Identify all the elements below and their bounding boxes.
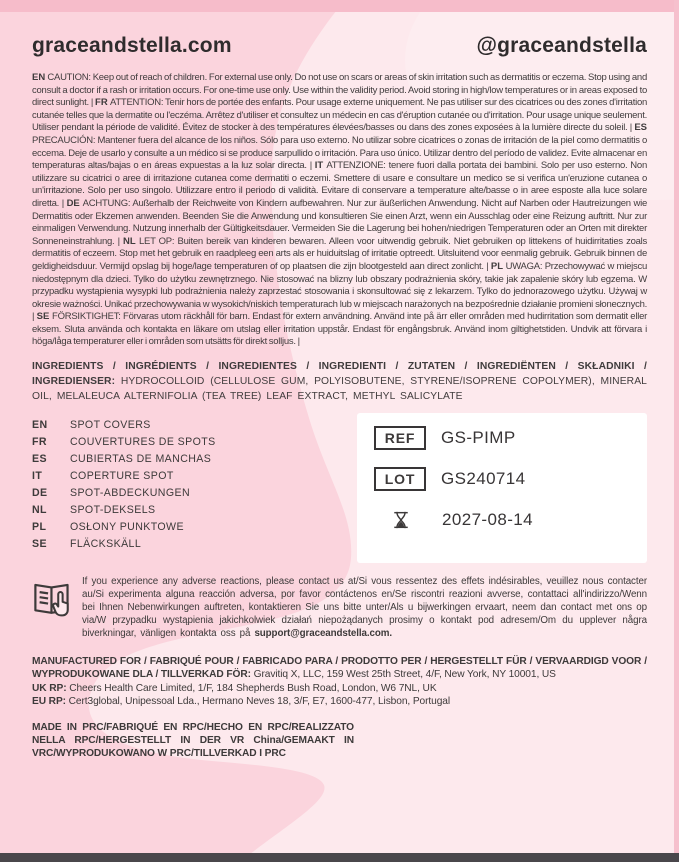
- eu-rp-value: Cert3global, Unipessoal Lda., Hermano Neves 18, 3/F, E7, 1600-477, Lisbon, Portugal: [65, 696, 450, 708]
- lot-row: [374, 467, 637, 491]
- eu-rp-line: [32, 695, 647, 708]
- support-email: support@graceandstella.com.: [254, 628, 392, 640]
- manufactured-company: Gravitiq X, LLC, 159 West 25th Street, 4/F, New York, NY 10001, US: [250, 669, 556, 681]
- language-code: PL: [32, 520, 47, 533]
- consult-instructions-icon: [32, 576, 82, 628]
- product-name-list: [32, 413, 357, 563]
- caution-text: EN CAUTION: Keep out of reach of children. For external use only. Do not use on scars or areas of skin irritation such as dermatitis or eczema. Stop using and consult a doctor if a rash or irritation occurs. For one-time use only. Use within the validity period. Avoid storing in high/low temperatures or in areas exposed to direct sunlight. | FR ATTENTION: Tenir hors de portée des enfants. Pour usage externe uniquement. Ne pas utiliser sur des cicatrices ou des zones d'irritation cutanée telles que la dermatite ou l'eczéma. Arrêtez d'utiliser et consultez un médecin en cas d'éruption cutanée ou d'irritation. Pour usage unique seulement. Utiliser pendant la période de validité. Évitez de stocker à des températures élevées/basses ou dans des zones exposées à la lumière directe du soleil. | ES PRECAUCIÓN: Mantener fuera del alcance de los niños. Sólo para uso externo. No utilizar sobre cicatrices o zonas de irritación de la piel como dermatitis o eccema. Deje de usarlo y consulte a un médico si se produce sarpullido o irritación. Para uso único. Utilizar dentro del período de validez. Evite almacenar en temperaturas altas/bajas o en áreas expuestas a la luz solar directa. | IT ATTENZIONE: tenere fuori dalla portata dei bambini. Solo per uso esterno. Non utilizzare su cicatrici o aree di irritazione cutanea come dermatiti o eczemi. Smettere di usare e consultare un medico se si verifica un'eruzione cutanea o un'irritazione. Solo per uso singolo. Utilizzare entro il periodo di validità. Evitare di conservare a temperature alte/basse o in aree esposte alla luce solare diretta. | DE ACHTUNG: Außerhalb der Reichweite von Kindern aufbewahren. Nur zur äußerlichen Anwendung. Nicht auf Narben oder Hautreizungen wie Dermatitis oder Ekzemen anwenden. Beenden Sie die Anwendung und konsultieren Sie einen Arzt, wenn ein Ausschlag oder eine Reizung auftritt. Nur zur einmaligen Verwendung. Nutzung innerhalb der Gültigkeitsdauer. Vermeiden Sie die Lagerung bei hohen/niedrigen Temperaturen oder an Orten mit direkter Sonneneinstrahlung. | NL LET OP: Buiten bereik van kinderen bewaren. Alleen voor uitwendig gebruik. Niet gebruiken op littekens of huidirritaties zoals dermatitis of eczeem. Stop met het gebruik en raadpleeg een arts als er huiduitslag of irritatie optreedt. Uitsluitend voor eenmalig gebruik. Gebruik binnen de geldigheidsduur. Vermijd opslag bij hoge/lage temperaturen of op plaatsen die zijn blootgesteld aan direct zonlicht. | PL UWAGA: Przechowywać w miejscu niedostępnym dla dzieci. Tylko do użytku zewnętrznego. Nie stosować na blizny lub obszary podrażnienia skóry, takie jak zapalenie skóry lub egzema. W przypadku wystąpienia wysypki lub podrażnienia należy zaprzestać stosowania i skonsultować się z lekarzem. Tylko do jednorazowego użytku. Używaj w okresie ważności. Unikać przechowywania w wysokich/niskich temperaturach lub w miejscach narażonych na bezpośrednie działanie promieni słonecznych. | SE FÖRSIKTIGHET: Förvaras utom räckhåll för barn. Endast för extern användning. Använd inte på ärr eller områden med hudirritation som dermatit eller eksem. Sluta använda och kontakta en läkare om utslag eller irritation uppstår. Endast för engångsbruk. Använd inom giltighetstiden. Undvik att förvara i höga/låga temperaturer eller i områden som utsätts för direkt solljus. |: [32, 72, 648, 348]
- expiry-date: 2027-08-14: [442, 510, 533, 530]
- product-name: CUBIERTAS DE MANCHAS: [70, 453, 212, 466]
- adverse-reactions-text: [82, 576, 647, 641]
- expiry-row: [374, 508, 637, 532]
- header: [32, 34, 647, 58]
- ref-symbol: REF: [374, 426, 426, 450]
- ingredients-text: [32, 360, 647, 404]
- language-code: SE: [32, 537, 47, 550]
- product-name: COUVERTURES DE SPOTS: [70, 436, 216, 449]
- product-name-row: [32, 434, 357, 451]
- product-name: SPOT COVERS: [70, 419, 151, 432]
- lot-value: GS240714: [441, 469, 526, 489]
- website-text: graceandstella.com: [32, 34, 232, 57]
- product-name-row: [32, 417, 357, 434]
- product-name-row: [32, 536, 357, 553]
- ingredients-heading: INGREDIENTS / INGRÉDIENTS / INGREDIENTES / INGREDIENTI / ZUTATEN / INGREDIËNTEN / SKŁADNIKI / INGREDIENSER:: [32, 361, 647, 387]
- product-name: COPERTURE SPOT: [70, 470, 174, 483]
- language-code: DE: [32, 487, 48, 500]
- language-code: IT: [32, 470, 43, 483]
- adverse-reactions-section: [32, 576, 647, 641]
- product-name: FLÄCKSKÄLL: [70, 537, 142, 550]
- language-code: FR: [32, 436, 47, 449]
- product-name-row: [32, 519, 357, 536]
- social-handle-text: @graceandstella: [476, 34, 647, 57]
- ref-row: [374, 426, 637, 450]
- product-name: SPOT-ABDECKUNGEN: [70, 487, 191, 500]
- bottom-edge-bar: [0, 853, 679, 862]
- product-name-row: [32, 468, 357, 485]
- uk-rp-label: UK RP:: [32, 682, 67, 694]
- product-name-row: [32, 451, 357, 468]
- hourglass-icon: [374, 508, 427, 532]
- middle-row: [32, 413, 647, 563]
- product-name: SPOT-DEKSELS: [70, 503, 156, 516]
- manufactured-for-text: [32, 655, 647, 682]
- language-code: ES: [32, 453, 47, 466]
- language-code: EN: [32, 419, 48, 432]
- eu-rp-label: EU RP:: [32, 696, 66, 708]
- product-name-row: [32, 485, 357, 502]
- ref-value: GS-PIMP: [441, 428, 516, 448]
- product-name-row: [32, 502, 357, 519]
- device-info-box: [357, 413, 647, 563]
- language-code: NL: [32, 503, 47, 516]
- product-name: OSŁONY PUNKTOWE: [70, 520, 184, 533]
- made-in-text: MADE IN PRC/FABRIQUÉ EN RPC/HECHO EN RPC/REALIZZATO NELLA RPC/HERGESTELLT IN DER VR China/GEMAAKT IN VRC/WYPRODUKOWANO W PRC/TILLVERKAD I PRC: [32, 721, 354, 760]
- uk-rp-line: [32, 682, 647, 695]
- uk-rp-value: Cheers Health Care Limited, 1/F, 184 Shepherds Bush Road, London, W6 7NL, UK: [66, 682, 437, 694]
- lot-symbol: LOT: [374, 467, 426, 491]
- adverse-body: If you experience any adverse reactions, please contact us at/Si vous ressentez des effets indésirables, veuillez nous contacter au/Si experimenta alguna reacción adversa, por favor contáctenos en/Se riscontri reazioni avverse, contattaci all'indirizzo/Wenn bei Ihnen Nebenwirkungen auftreten, kontaktieren Sie uns bitte unter/Als u bijwerkingen ervaart, neem dan contact met ons op via/W przypadku wystąpienia jakichkolwiek działań niepożądanych prosimy o kontakt pod adresem/Om du upplever några biverkningar, vänligen kontakta oss på: [82, 576, 647, 640]
- ingredients-body: HYDROCOLLOID (CELLULOSE GUM, POLYISOBUTENE, STYRENE/ISOPRENE COPOLYMER), MINERAL OIL, MELALEUCA ALTERNIFOLIA (TEA TREE) LEAF EXTRACT, METHYL SALICYLATE: [32, 375, 647, 402]
- manufactured-heading: MANUFACTURED FOR / FABRIQUÉ POUR / FABRICADO PARA / PRODOTTO PER / HERGESTELLT FÜR / VERVAARDIGD VOOR / WYPRODUKOWANE DLA / TILLVERKAD FÖR:: [32, 655, 647, 681]
